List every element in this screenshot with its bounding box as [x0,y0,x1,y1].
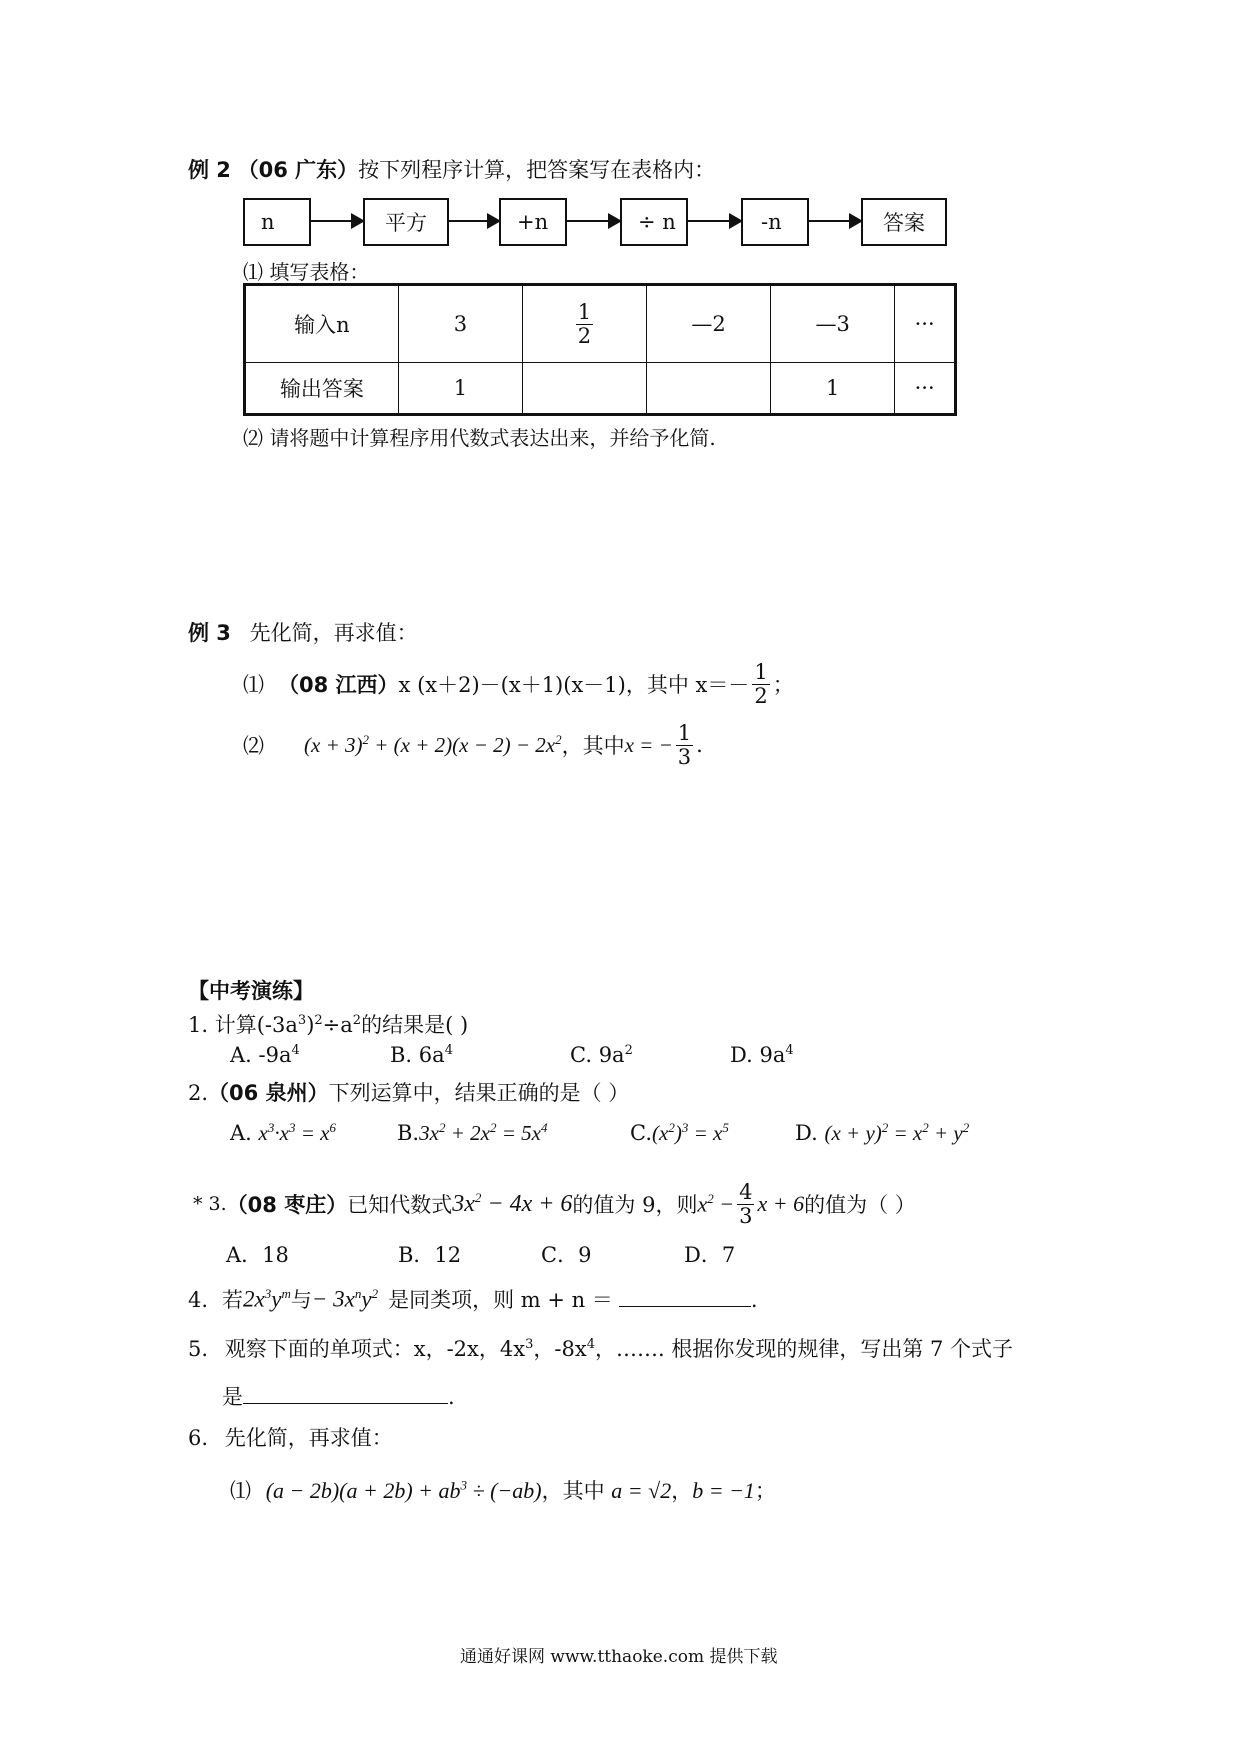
q2: 2.（06 泉州）下列运算中，结果正确的是（ ） [188,1081,630,1105]
ex2-source: （06 广东） [237,158,359,182]
q1-option-a: A. $-9a^4$ [230,1043,300,1067]
q2-option-b: $B.3x^2 + 2x^2 = 5x^4$ [397,1120,548,1145]
q3-option-a: A．18 [226,1243,289,1267]
table-cell-ellipsis: ··· [895,363,956,415]
q1-option-b: B. $6a^4$ [390,1043,453,1067]
ex2-heading [188,154,715,184]
flow-arrow [688,220,741,222]
q2-option-c: $C.(x^2)^3 = x^5$ [630,1120,729,1145]
table-cell-empty [647,363,771,415]
table-cell: 3 [398,285,522,363]
q5-answer-blank[interactable] [243,1403,448,1404]
table-row [245,285,956,363]
flow-box-minus-n: -n [741,198,809,246]
ex3-label: 例 3 [188,621,231,645]
row-header-input: 输入n [245,285,399,363]
ex3-text: 先化简，再求值： [249,621,418,645]
flow-arrow [449,220,499,222]
flow-arrow [809,220,861,222]
q5-line2: 是 . [222,1385,455,1409]
q3-option-b: B．12 [398,1243,462,1267]
flow-box-plus-n: +n [499,198,567,246]
q1-option-d: D. $9a^4$ [730,1043,794,1067]
q6: 6. 先化简，再求值： [188,1426,393,1450]
ex3-heading [188,617,418,647]
q3-option-d: D．7 [684,1243,736,1267]
row-header-output: 输出答案 [245,363,399,415]
ex3-part2: ⑵ $(x + 3)^2 + (x + 2)(x - 2) - 2x^2$ ，其中 x = − $\frac{1}{3}$ . [243,721,703,769]
flow-box-answer: 答案 [861,198,947,246]
q2-option-a: A. $x^3\cdot x^3 = x^6$ [230,1120,336,1145]
q2-option-d: D. $(x + y)^2 = x^2 + y^2$ [795,1120,970,1145]
table-cell: 1 [771,363,895,415]
flow-box-square: 平方 [363,198,449,246]
practice-title: 【中考演练】 [188,979,314,1003]
flow-box-divide-n: ÷ n [620,198,688,246]
flow-box-n: n [243,198,311,246]
ex2-label: 例 2 [188,158,231,182]
q4-answer-blank[interactable] [619,1306,751,1307]
q6-part1: ⑴ $(a - 2b)(a + 2b) + ab^3 \div (-ab)$，其中 a = √2，b = −1； [230,1477,776,1503]
flow-arrow [311,220,363,222]
answer-table [243,283,957,416]
ex2-sub2: ⑵ 请将题中计算程序用代数式表达出来，并给予化简. [243,426,716,450]
flow-arrow [567,220,620,222]
table-cell: —2 [647,285,771,363]
ex2-text: 按下列程序计算，把答案写在表格内： [358,158,716,182]
q3-option-c: C．9 [541,1243,592,1267]
table-cell-fraction: $\frac{1}{2}$ [522,285,646,363]
table-cell-ellipsis: ··· [895,285,956,363]
footer-text: 通通好课网 www.tthaoke.com 提供下载 [460,1647,778,1667]
q1: 1. 计算$(-3a^3)^2\div a^2$的结果是( ) [188,1013,469,1037]
table-cell: 1 [398,363,522,415]
table-cell: —3 [771,285,895,363]
q5: 5. 观察下面的单项式：x，-2x，$4x^3$，$-8x^4$，……. 根据你发现的规律，写出第 7 个式子 [188,1337,1014,1361]
q1-option-c: C. $9a^2$ [570,1043,633,1067]
q4: 4. 若 $2x^3y^m$ 与 − $3x^ny^2$ 是同类项，则 m + n ＝ . [188,1286,758,1312]
q3: * 3. （08 枣庄） 已知代数式 $3x^2 - 4x + 6$ 的值为 9，则 $x^2$ − $\frac{4}{3}$ x + 6 的值为（ ） [193,1180,916,1228]
table-row [245,363,956,415]
table-cell-empty [522,363,646,415]
ex3-part1: ⑴ （08 江西） x (x＋2)－(x＋1)(x－1)，其中 x＝－ $\frac{1}{2}$ ； [243,660,794,708]
ex2-sub1: ⑴ 填写表格： [243,260,370,284]
